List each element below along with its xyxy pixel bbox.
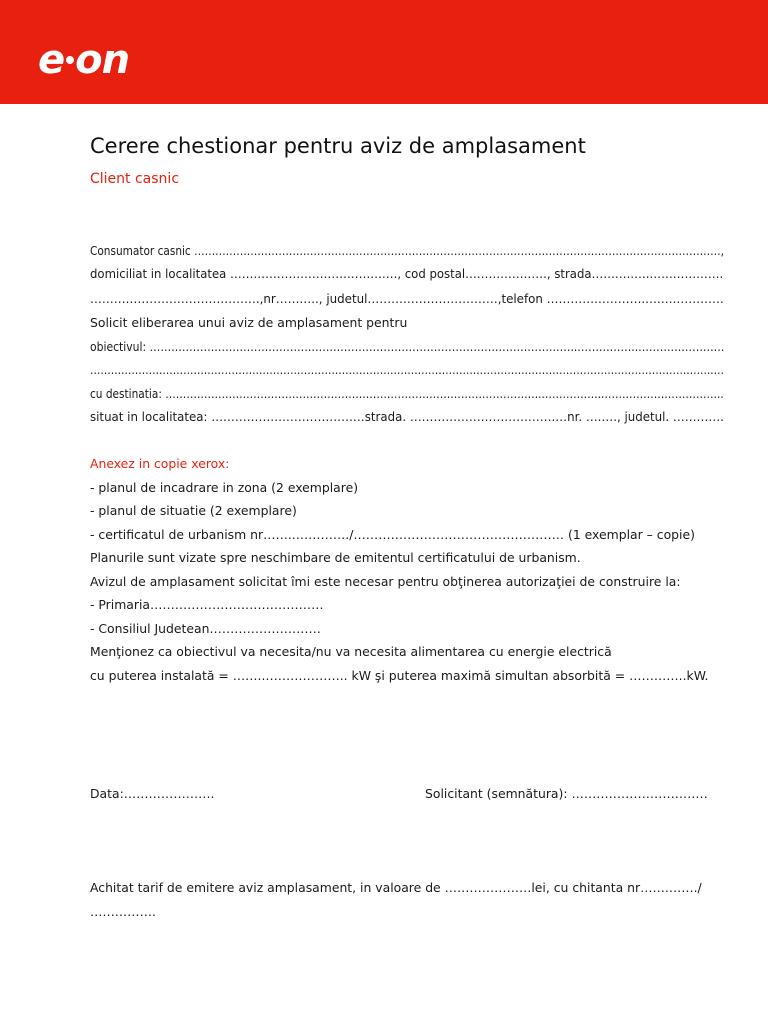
fee-line-cont: ……………. (90, 904, 156, 919)
form-line-location: situat in localitatea: …………………………………strada. ……………………………….…nr. ….…., judetul. …………. (90, 409, 724, 424)
brand-header (0, 0, 768, 104)
eon-logo (38, 37, 130, 83)
purpose-note: Avizul de amplasament solicitat îmi este necesar pentru obţinerea autorizaţiei de construire la: (90, 574, 681, 589)
form-line-objective-cont: ………………………………………………………………………………………………………………………………………..……………………..… (90, 362, 724, 377)
page-title: Cerere chestionar pentru aviz de amplasament (90, 134, 586, 158)
form-line-destination: cu destinatia: ……………………………………………………………………………………………..……………..…………………………….. (90, 386, 724, 401)
form-line-request: Solicit eliberarea unui aviz de amplasament pentru (90, 315, 408, 330)
power-values: cu puterea instalată = ……..……………….. kW şi puterea maximă simultan absorbită = …………..kW. (90, 668, 709, 683)
signature-field: Solicitant (semnătura): …………………………… (425, 786, 708, 801)
purpose-item-primaria: - Primaria…………………………………… (90, 597, 324, 612)
page-subtitle: Client casnic (90, 171, 180, 187)
form-line-objective: obiectivul: ………………………………………………………………………………………………………..……………..…………………… (90, 339, 725, 354)
logo-dot (66, 56, 74, 64)
annex-item-plan-zone: - planul de incadrare in zona (2 exemplare) (90, 480, 359, 495)
annex-item-plan-situation: - planul de situatie (2 exemplare) (90, 503, 297, 518)
power-note: Menţionez ca obiectivul va necesita/nu va necesita alimentarea cu energie electrică (90, 644, 612, 659)
form-line-domicile: domiciliat in localitatea ……………………………………., cod postal…………………, strada……….…..………………. (90, 266, 724, 281)
plans-note: Planurile sunt vizate spre neschimbare de emitentul certificatului de urbanism. (90, 550, 581, 565)
purpose-item-consiliu: - Consiliul Judetean……………………… (90, 621, 321, 636)
logo-letters-on: on (75, 37, 130, 83)
fee-line: Achitat tarif de emitere aviz amplasament, in valoare de …………………lei, cu chitanta nr…….……./ (90, 880, 702, 895)
annex-heading: Anexez in copie xerox: (90, 456, 230, 471)
logo-letter-e: e (38, 37, 65, 83)
form-line-address: …………………………………….,nr……….., judetul……………………………,telefon ……………………..…….………… (90, 291, 724, 306)
date-field: Data:…………………. (90, 786, 215, 801)
form-line-consumer: Consumator casnic ……………………………………………………………………………………………………………………………………, (90, 243, 725, 258)
annex-item-certificate: - certificatul de urbanism nr……..…………./…………………………………………… (1 exemplar – copie) (90, 527, 695, 542)
